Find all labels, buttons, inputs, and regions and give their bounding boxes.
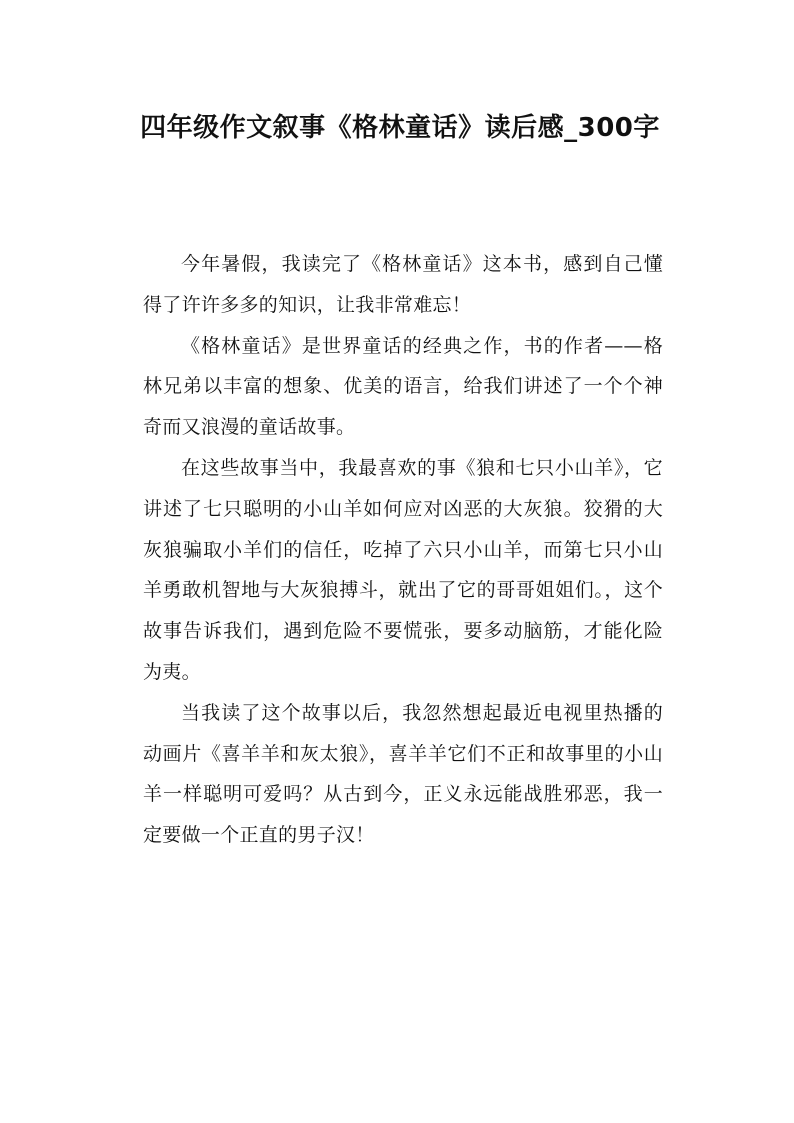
- paragraph-1: 今年暑假，我读完了《格林童话》这本书，感到自己懂得了许许多多的知识，让我非常难忘！: [143, 253, 663, 316]
- document-title: 四年级作文叙事《格林童话》读后感_300字: [140, 113, 660, 143]
- paragraph-4: 当我读了这个故事以后，我忽然想起最近电视里热播的动画片《喜羊羊和灰太狼》，喜羊羊它们不正和故事里的小山羊一样聪明可爱吗？从古到今，正义永远能战胜邪恶，我一定要做一个正直的男子汉！: [143, 701, 663, 847]
- document-body: [143, 244, 663, 856]
- paragraph-2: 《格林童话》是世界童话的经典之作，书的作者——格林兄弟以丰富的想象、优美的语言，给我们讲述了一个个神奇而又浪漫的童话故事。: [143, 334, 663, 439]
- paragraph-3: 在这些故事当中，我最喜欢的事《狼和七只小山羊》，它讲述了七只聪明的小山羊如何应对凶恶的大灰狼。狡猾的大灰狼骗取小羊们的信任，吃掉了六只小山羊，而第七只小山羊勇敢机智地与大灰狼搏斗，就出了它的哥哥姐姐们。，这个故事告诉我们，遇到危险不要慌张，要多动脑筋，才能化险为夷。: [143, 456, 663, 683]
